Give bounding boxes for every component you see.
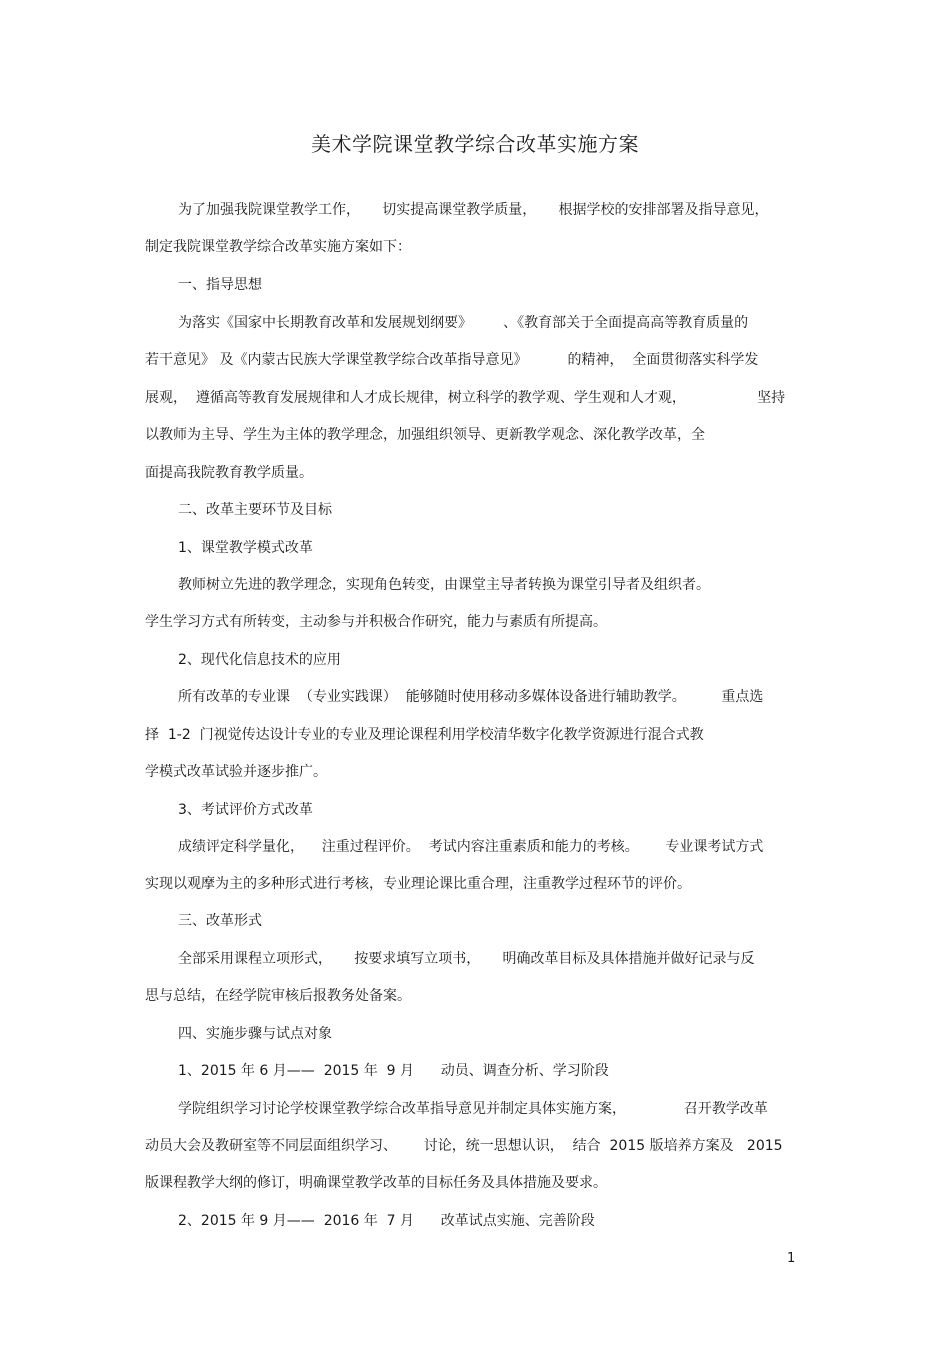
paragraph-line: 成绩评定科学量化， 注重过程评价。 考试内容注重素质和能力的考核。 专业课考试方式 — [178, 839, 764, 855]
subsection-heading: 1、课堂教学模式改革 — [178, 540, 313, 556]
subsection-heading: 2、2015 年 9 月—— 2016 年 7 月 改革试点实施、完善阶段 — [178, 1213, 595, 1229]
paragraph-line: 教师树立先进的教学理念，实现角色转变，由课堂主导者转换为课堂引导者及组织者。 — [178, 577, 710, 593]
paragraph-line: 实现以观摩为主的多种形式进行考核，专业理论课比重合理，注重教学过程环节的评价。 — [145, 876, 691, 892]
document-title: 美术学院课堂教学综合改革实施方案 — [311, 132, 639, 156]
paragraph-line: 全部采用课程立项形式， 按要求填写立项书， 明确改革目标及具体措施并做好记录与反 — [178, 951, 755, 967]
paragraph-line: 动员大会及教研室等不同层面组织学习、 讨论，统一思想认识， 结合 2015 版培养方案及 2015 — [145, 1138, 783, 1154]
paragraph-line: 择 1-2 门视觉传达设计专业的专业及理论课程利用学校清华数字化教学资源进行混合式教 — [145, 727, 704, 743]
section-heading: 一、指导思想 — [178, 277, 262, 293]
paragraph-line: 版课程教学大纲的修订，明确课堂教学改革的目标任务及具体措施及要求。 — [145, 1175, 607, 1191]
section-heading: 三、改革形式 — [178, 913, 262, 929]
paragraph-line: 制定我院课堂教学综合改革实施方案如下： — [145, 239, 411, 255]
paragraph-line: 为了加强我院课堂教学工作， 切实提高课堂教学质量， 根据学校的安排部署及指导意见， — [178, 202, 769, 218]
paragraph-line: 学院组织学习讨论学校课堂教学综合改革指导意见并制定具体实施方案， 召开教学改革 — [178, 1101, 768, 1117]
paragraph-line: 学模式改革试验并逐步推广。 — [145, 764, 327, 780]
paragraph-line: 学生学习方式有所转变，主动参与并积极合作研究，能力与素质有所提高。 — [145, 614, 607, 630]
subsection-heading: 2、现代化信息技术的应用 — [178, 652, 341, 668]
subsection-heading: 1、2015 年 6 月—— 2015 年 9 月 动员、调查分析、学习阶段 — [178, 1063, 609, 1079]
paragraph-line: 展观， 遵循高等教育发展规律和人才成长规律，树立科学的教学观、学生观和人才观， 坚持 — [145, 390, 786, 406]
page-number: 1 — [787, 1251, 796, 1266]
section-heading: 二、改革主要环节及目标 — [178, 502, 332, 518]
paragraph-line: 面提高我院教育教学质量。 — [145, 465, 313, 481]
paragraph-line: 以教师为主导、学生为主体的教学理念，加强组织领导、更新教学观念、深化教学改革，全 — [145, 427, 705, 443]
paragraph-line: 为落实《国家中长期教育改革和发展规划纲要》 、《教育部关于全面提高高等教育质量的 — [178, 315, 749, 331]
paragraph-line: 所有改革的专业课 （专业实践课） 能够随时使用移动多媒体设备进行辅助教学。 重点选 — [178, 689, 764, 705]
paragraph-line: 思与总结，在经学院审核后报教务处备案。 — [145, 988, 411, 1004]
subsection-heading: 3、考试评价方式改革 — [178, 802, 313, 818]
section-heading: 四、实施步骤与试点对象 — [178, 1026, 332, 1042]
paragraph-line: 若干意见》 及《内蒙古民族大学课堂教学综合改革指导意见》 的精神， 全面贯彻落实科学发 — [145, 352, 759, 368]
